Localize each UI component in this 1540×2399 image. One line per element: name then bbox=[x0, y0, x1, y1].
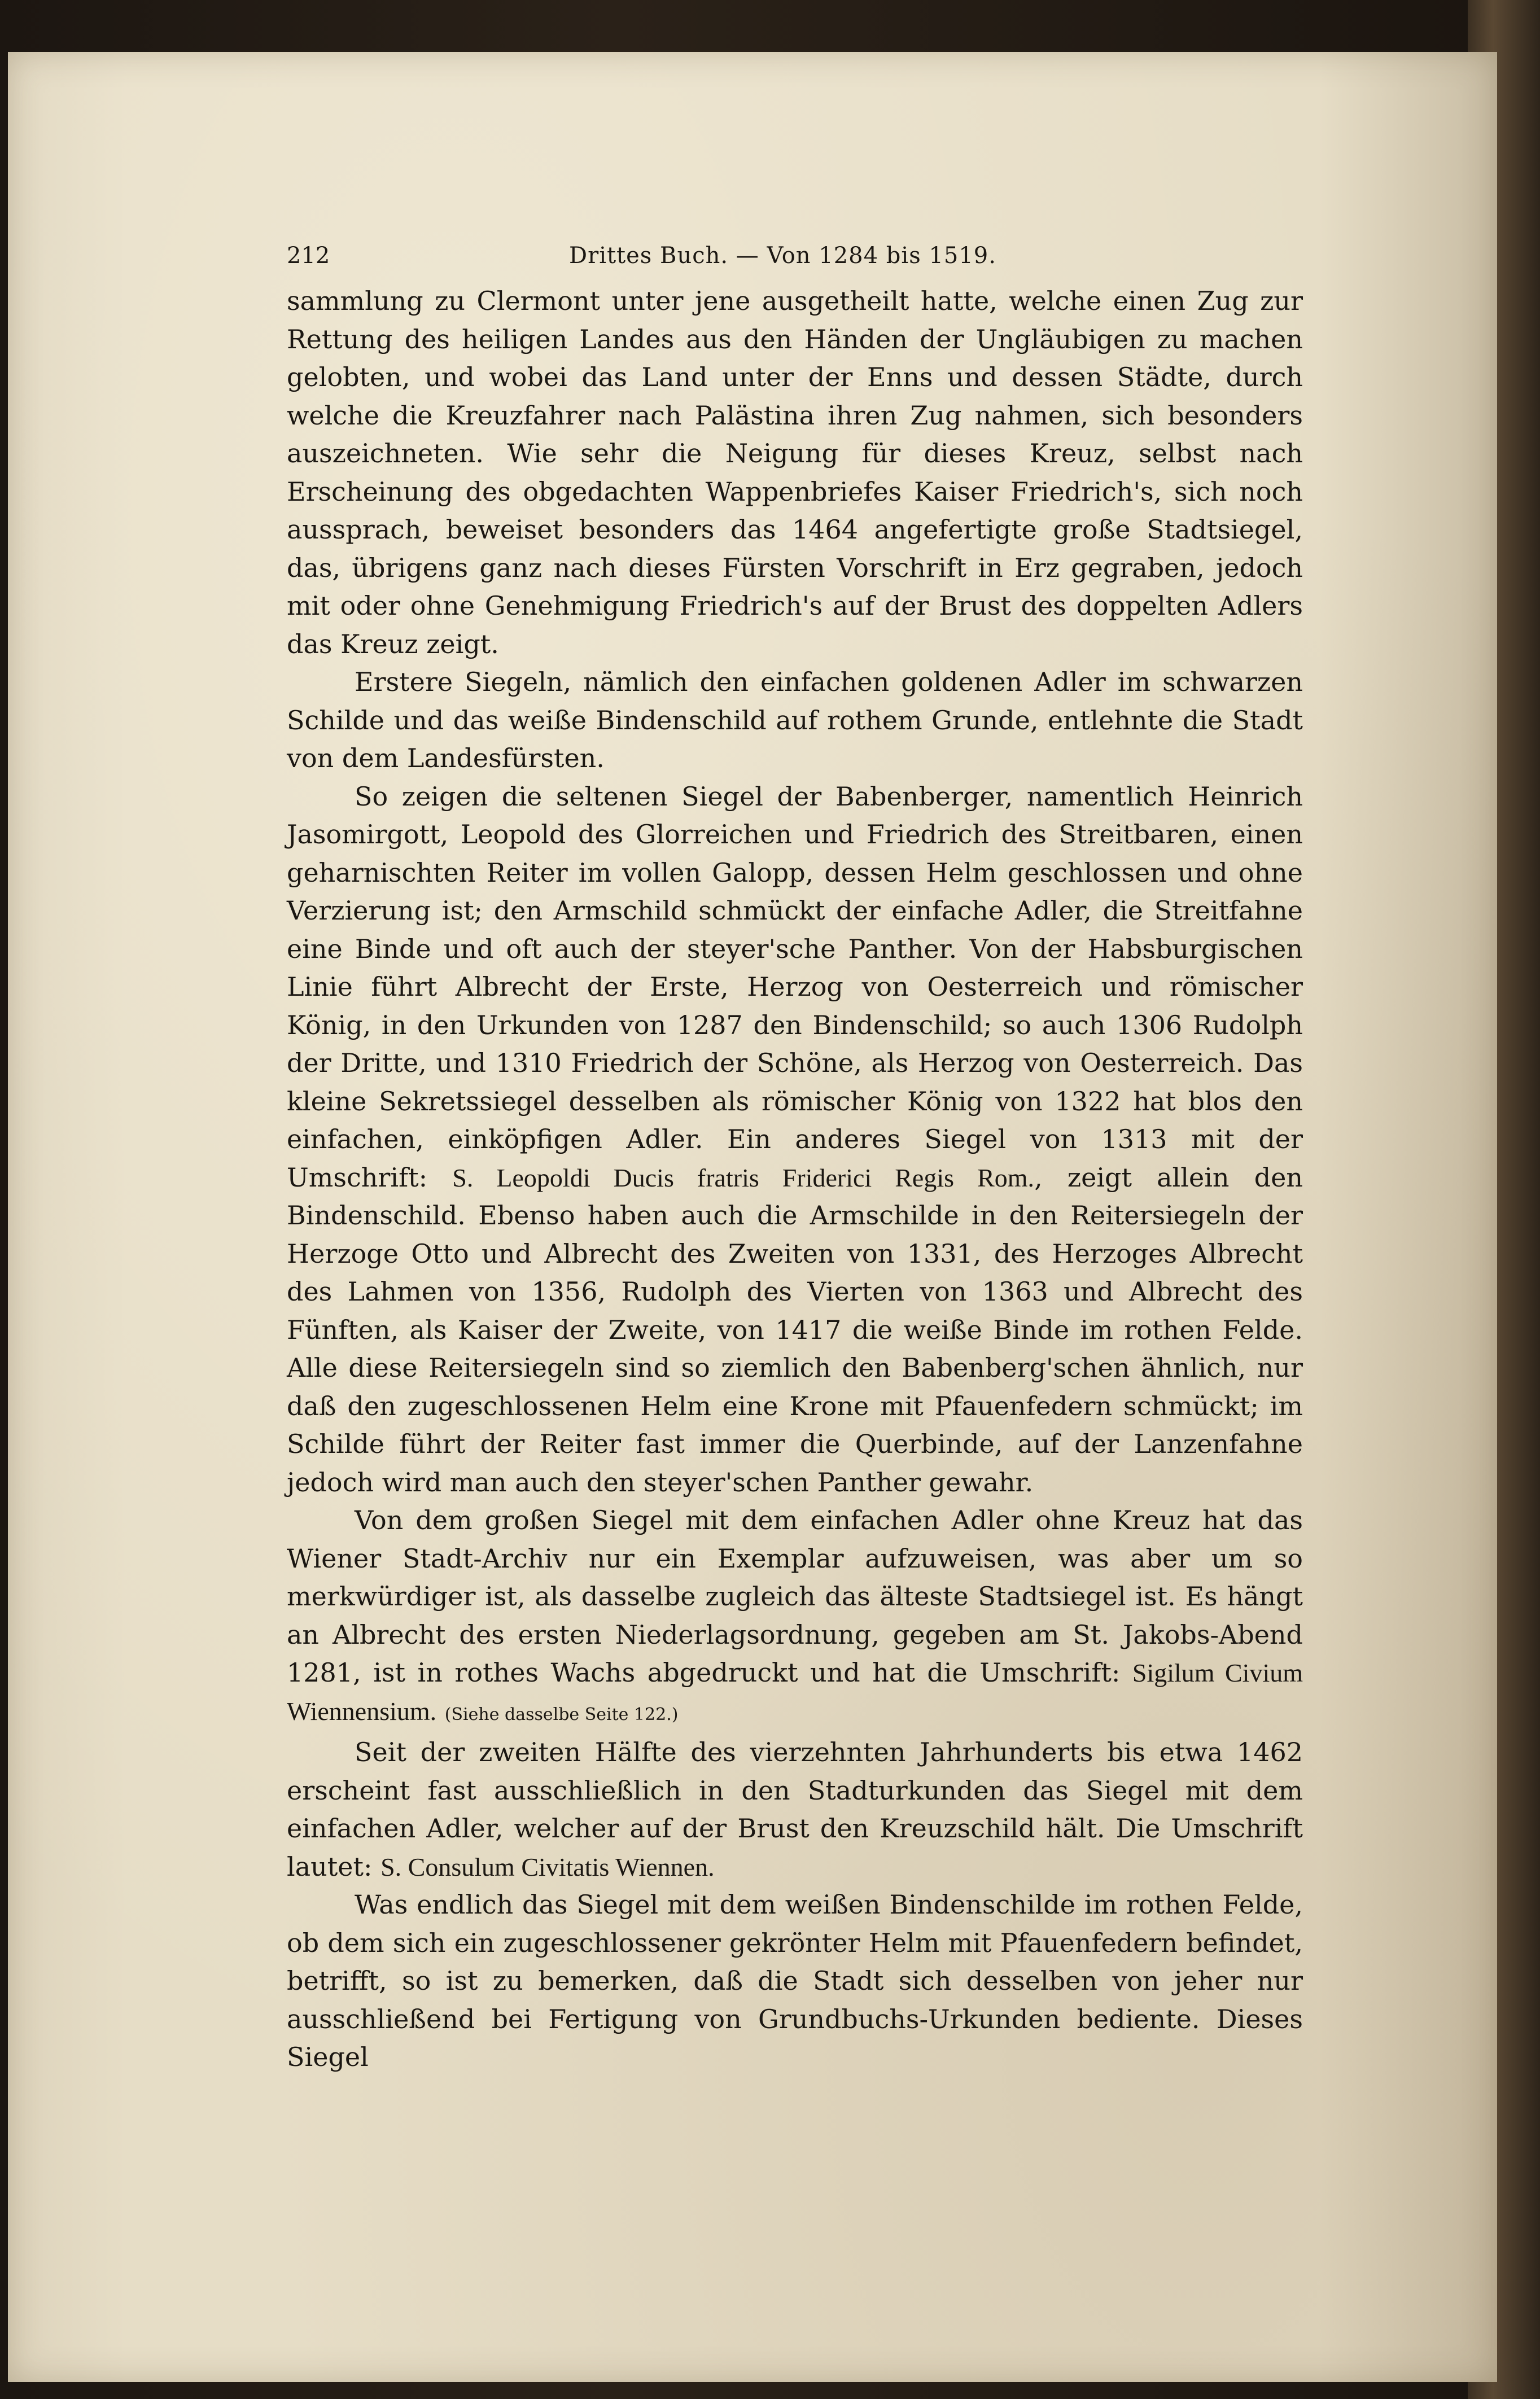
running-head: Drittes Buch. — Von 1284 bis 1519. bbox=[569, 243, 996, 269]
paragraph-text: Von dem großen Siegel mit dem einfachen Adler ohne Kreuz hat das Wiener Stadt-Archiv nur ein Exemplar aufzuweisen, was aber um so merkwürdiger ist, als dasselbe zugleich das älteste Stadtsiegel ist. Es hängt an Albrecht des ersten Niederlagsordnung, gegeben am St. Jakobs-Abend 1281, ist in rothes Wachs abgedruckt und hat die Umschrift: bbox=[287, 1505, 1303, 1688]
seal-inscription: S. Consulum Civitatis Wiennen. bbox=[380, 1852, 715, 1881]
paragraph-6 bbox=[287, 1886, 1303, 2077]
paragraph-text: Erstere Siegeln, nämlich den einfachen goldenen Adler im schwarzen Schilde und das weiße Bindenschild auf rothem Grunde, entlehnte die Stadt von dem Landesfürsten. bbox=[287, 667, 1303, 773]
paragraph-3 bbox=[287, 778, 1303, 1502]
paragraph-2 bbox=[287, 663, 1303, 778]
page-number: 212 bbox=[287, 243, 330, 269]
paragraph-text: Was endlich das Siegel mit dem weißen Bindenschilde im rothen Felde, ob dem sich ein zugeschlossener gekrönter Helm mit Pfauenfedern befindet, betrifft, so ist zu bemerken, daß die Stadt sich desselben von jeher nur ausschließend bei Fertigung von Grundbuchs-Urkunden bediente. Dieses Siegel bbox=[287, 1889, 1303, 2072]
page-text-block bbox=[287, 243, 1303, 2077]
paragraph-5 bbox=[287, 1733, 1303, 1886]
seal-inscription: Sigilum Civium Wiennensium. bbox=[287, 1658, 1303, 1726]
paragraph-4 bbox=[287, 1501, 1303, 1733]
paragraph-text-continued: , zeigt allein den Bindenschild. Ebenso haben auch die Armschilde in den Reitersiegeln der Herzoge Otto und Albrecht des Zweiten von 1331, des Herzoges Albrecht des Lahmen von 1356, Rudolph des Vierten von 1363 und Albrecht des Fünften, als Kaiser der Zweite, von 1417 die weiße Binde im rothen Felde. Alle diese Reitersiegeln sind so ziemlich den Babenberg'schen ähnlich, nur daß den zugeschlossenen Helm eine Krone mit Pfauenfedern schmückt; im Schilde führt der Reiter fast immer die Querbinde, auf der Lanzenfahne jedoch wird man auch den steyer'schen Panther gewahr. bbox=[287, 1162, 1303, 1498]
paragraph-1 bbox=[287, 282, 1303, 663]
paragraph-text: So zeigen die seltenen Siegel der Babenberger, namentlich Heinrich Jasomirgott, Leopold des Glorreichen und Friedrich des Streitbaren, einen geharnischten Reiter im vollen Galopp, dessen Helm geschlossen und ohne Verzierung ist; den Armschild schmückt der einfache Adler, die Streitfahne eine Binde und oft auch der steyer'sche Panther. Von der Habsburgischen Linie führt Albrecht der Erste, Herzog von Oesterreich und römischer König, in den Urkunden von 1287 den Bindenschild; so auch 1306 Rudolph der Dritte, und 1310 Friedrich der Schöne, als Herzog von Oesterreich. Das kleine Sekretssiegel desselben als römischer König von 1322 hat blos den einfachen, einköpfigen Adler. Ein anderes Siegel von 1313 mit der Umschrift: bbox=[287, 781, 1303, 1193]
paragraph-text: sammlung zu Clermont unter jene ausgetheilt hatte, welche einen Zug zur Rettung des heiligen Landes aus den Händen der Ungläubigen zu machen gelobten, und wobei das Land unter der Enns und dessen Städte, durch welche die Kreuzfahrer nach Palästina ihren Zug nahmen, sich besonders auszeichneten. Wie sehr die Neigung für dieses Kreuz, selbst nach Erscheinung des obgedachten Wappenbriefes Kaiser Friedrich's, sich noch aussprach, beweiset besonders das 1464 angefertigte große Stadtsiegel, das, übrigens ganz nach dieses Fürsten Vorschrift in Erz gegraben, jedoch mit oder ohne Genehmigung Friedrich's auf der Brust des doppelten Adlers das Kreuz zeigt. bbox=[287, 286, 1303, 659]
paragraph-text: Seit der zweiten Hälfte des vierzehnten Jahrhunderts bis etwa 1462 erscheint fast ausschließlich in den Stadturkunden das Siegel mit dem einfachen Adler, welcher auf der Brust den Kreuzschild hält. Die Umschrift lautet: bbox=[287, 1737, 1303, 1882]
page-reference: (Siehe dasselbe Seite 122.) bbox=[444, 1704, 679, 1724]
seal-inscription: S. Leopoldi Ducis fratris Friderici Regis Rom. bbox=[452, 1163, 1035, 1192]
page-header bbox=[287, 243, 1303, 282]
